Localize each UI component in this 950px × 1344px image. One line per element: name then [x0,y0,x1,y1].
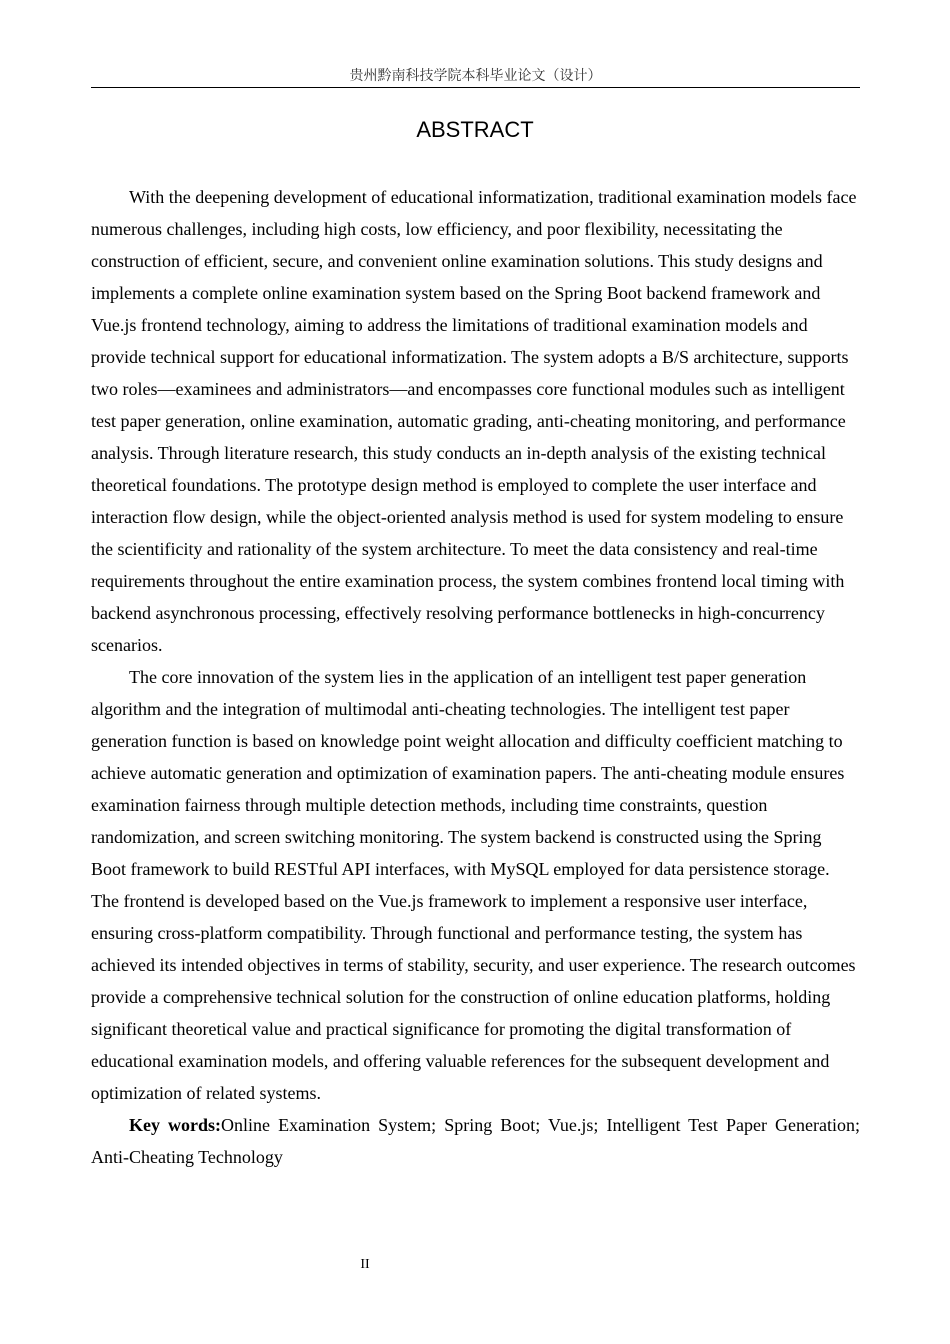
abstract-body [91,181,860,1173]
keywords-line [91,1109,860,1173]
keywords-label: Key words: [129,1115,222,1135]
page-number: II [360,1257,370,1272]
abstract-title: ABSTRACT [416,117,534,142]
abstract-paragraph-1: With the deepening development of educational informatization, traditional examination models face numerous challenges, including high costs, low efficiency, and poor flexibility, necessitating the construction of efficient, secure, and convenient online examination solutions. This study designs and implements a complete online examination system based on the Spring Boot backend framework and Vue.js frontend technology, aiming to address the limitations of traditional examination models and provide technical support for educational informatization. The system adopts a B/S architecture, supports two roles—examinees and administrators—and encompasses core functional modules such as intelligent test paper generation, online examination, automatic grading, anti-cheating monitoring, and performance analysis. Through literature research, this study conducts an in-depth analysis of the existing technical theoretical foundations. The prototype design method is employed to complete the user interface and interaction flow design, while the object-oriented analysis method is used for system modeling to ensure the scientificity and rationality of the system architecture. To meet the data consistency and real-time requirements throughout the entire examination process, the system combines frontend local timing with backend asynchronous processing, effectively resolving performance bottlenecks in high-concurrency scenarios. [91,187,857,655]
abstract-paragraph-2: The core innovation of the system lies in the application of an intelligent test paper generation algorithm and the integration of multimodal anti-cheating technologies. The intelligent test paper generation function is based on knowledge point weight allocation and difficulty coefficient matching to achieve automatic generation and optimization of examination papers. The anti-cheating module ensures examination fairness through multiple detection methods, including time constraints, question randomization, and screen switching monitoring. The system backend is constructed using the Spring Boot framework to build RESTful API interfaces, with MySQL employed for data persistence storage. The frontend is developed based on the Vue.js framework to implement a responsive user interface, ensuring cross-platform compatibility. Through functional and performance testing, the system has achieved its intended objectives in terms of stability, security, and user experience. The research outcomes provide a comprehensive technical solution for the construction of online education platforms, holding significant theoretical value and practical significance for promoting the digital transformation of educational examination models, and offering valuable references for the subsequent development and optimization of related systems. [91,667,856,1103]
keywords-text: Online Examination System; Spring Boot; Vue.js; Intelligent Test Paper Generation; Anti-Cheating Technology [91,1115,860,1167]
running-header: 贵州黔南科技学院本科毕业论文（设计） [91,66,860,88]
